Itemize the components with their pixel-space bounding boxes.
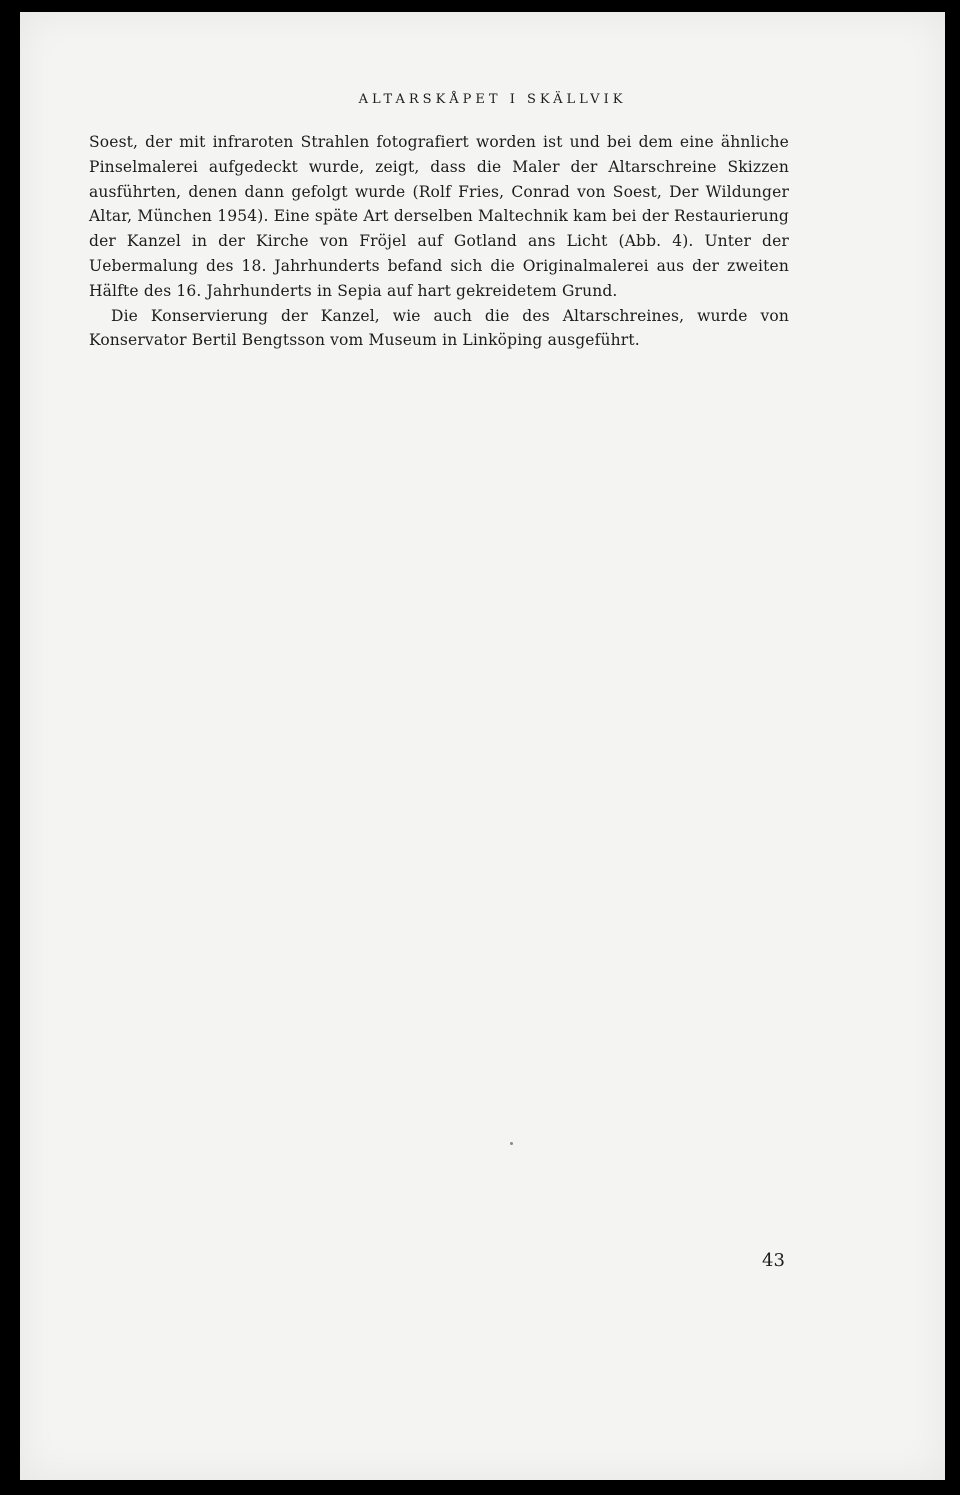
body-text (89, 130, 789, 353)
paragraph: Die Konservierung der Kanzel, wie auch die des Altarschreines, wurde von Konservator Bertil Bengtsson vom Museum in Linköping ausgeführt. (89, 306, 789, 350)
running-head: ALTARSKÅPET I SKÄLLVIK (358, 92, 627, 107)
speck-mark (510, 1142, 513, 1145)
document-page (20, 12, 945, 1480)
paragraph: Soest, der mit infraroten Strahlen fotografiert worden ist und bei dem eine ähnliche Pinselmalerei aufgedeckt wurde, zeigt, dass die Maler der Altarschreine Skizzen ausführten, denen dann gefolgt wurde (Rolf Fries, Conrad von Soest, Der Wildunger Altar, München 1954). Eine späte Art derselben Maltechnik kam bei der Restaurierung der Kanzel in der Kirche von Fröjel auf Gotland ans Licht (Abb. 4). Unter der Uebermalung des 18. Jahrhunderts befand sich die Originalmalerei aus der zweiten Hälfte des 16. Jahrhunderts in Sepia auf hart gekreidetem Grund. (89, 133, 789, 300)
page-number: 43 (762, 1250, 785, 1271)
